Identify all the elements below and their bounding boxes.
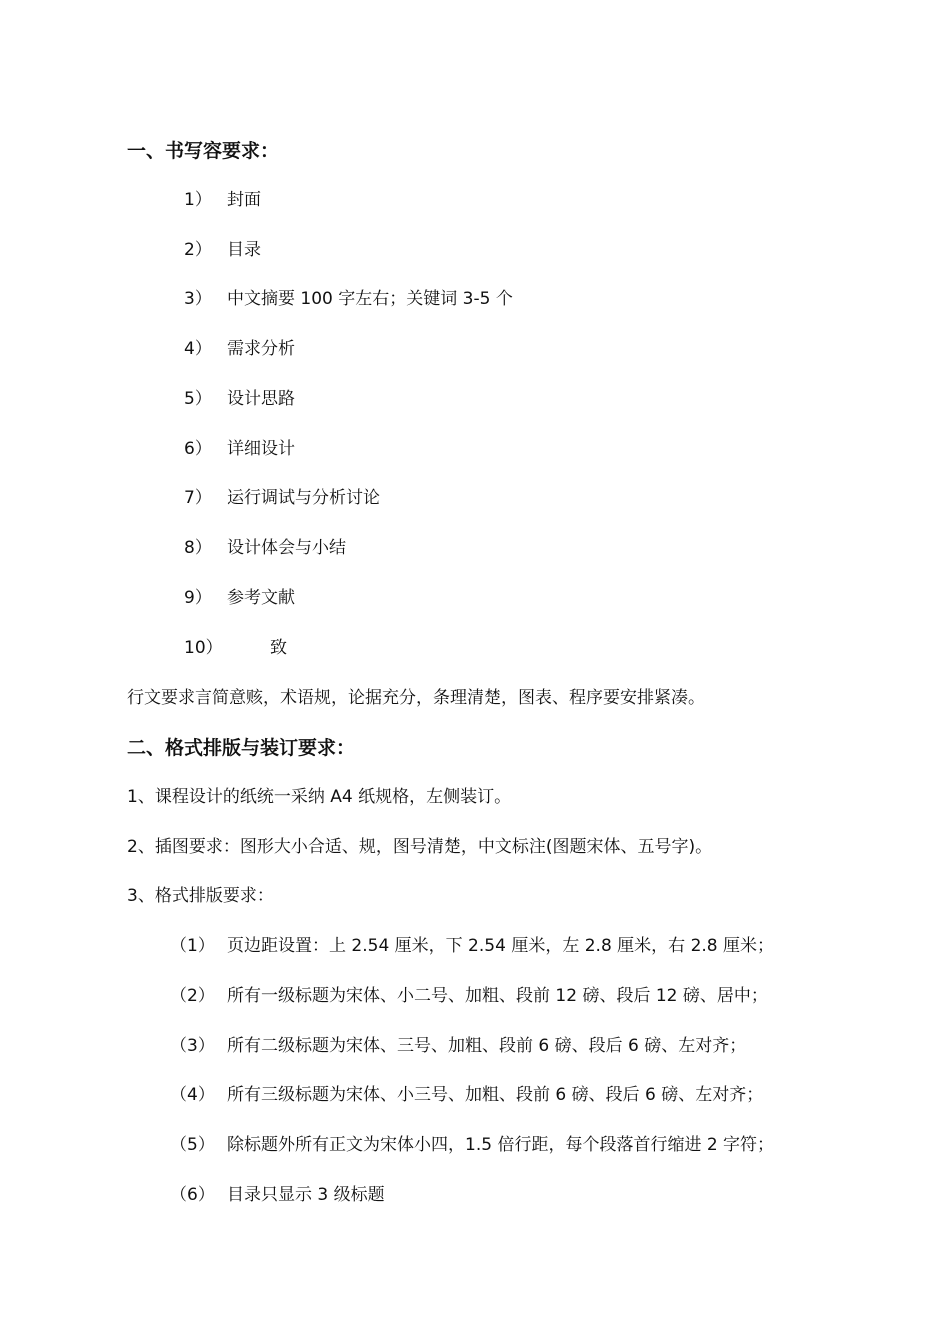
format-item-number: （5） (170, 1135, 215, 1155)
format-item-text: 页边距设置：上 2.54 厘米，下 2.54 厘米，左 2.8 厘米，右 2.8 厘米； (227, 936, 775, 956)
format-item-number: （2） (170, 986, 215, 1006)
paragraph: 2、插图要求：图形大小合适、规，图号清楚，中文标注(图题宋体、五号字)。 (127, 837, 713, 857)
format-item-text: 所有二级标题为宋体、三号、加粗、段前 6 磅、段后 6 磅、左对齐； (227, 1036, 747, 1056)
list-item-text: 致 (270, 638, 287, 658)
list-item-text: 参考文献 (227, 588, 295, 608)
list-item-number: 7） (184, 488, 212, 508)
list-item-number: 5） (184, 389, 212, 409)
writing-requirement-note: 行文要求言简意赅，术语规，论据充分，条理清楚，图表、程序要安排紧凑。 (127, 688, 705, 708)
format-item-number: （3） (170, 1036, 215, 1056)
format-item-number: （1） (170, 936, 215, 956)
list-item-text: 封面 (227, 190, 261, 210)
format-item-text: 目录只显示 3 级标题 (227, 1185, 385, 1205)
list-item-text: 目录 (227, 240, 261, 260)
list-item-text: 设计体会与小结 (227, 538, 346, 558)
list-item-text: 运行调试与分析讨论 (227, 488, 380, 508)
list-item-number: 8） (184, 538, 212, 558)
list-item-text: 设计思路 (227, 389, 295, 409)
format-item-text: 除标题外所有正文为宋体小四，1.5 倍行距，每个段落首行缩进 2 字符； (227, 1135, 775, 1155)
format-item-number: （4） (170, 1085, 215, 1105)
list-item-number: 6） (184, 439, 212, 459)
list-item-text: 需求分析 (227, 339, 295, 359)
format-item-text: 所有一级标题为宋体、小二号、加粗、段前 12 磅、段后 12 磅、居中； (227, 986, 768, 1006)
format-item-number: （6） (170, 1185, 215, 1205)
list-item-text: 详细设计 (227, 439, 295, 459)
list-item-number: 4） (184, 339, 212, 359)
list-item-number: 1） (184, 190, 212, 210)
section2-heading: 二、格式排版与装订要求： (127, 737, 356, 759)
paragraph: 1、课程设计的纸统一采纳 A4 纸规格，左侧装订。 (127, 787, 512, 807)
format-item-text: 所有三级标题为宋体、小三号、加粗、段前 6 磅、段后 6 磅、左对齐； (227, 1085, 764, 1105)
paragraph: 3、格式排版要求： (127, 886, 274, 906)
list-item-text: 中文摘要 100 字左右；关键词 3-5 个 (227, 289, 513, 309)
list-item-number: 9） (184, 588, 212, 608)
list-item-number: 2） (184, 240, 212, 260)
list-item-number: 3） (184, 289, 212, 309)
section1-heading: 一、书写容要求： (127, 140, 280, 162)
list-item-number: 10） (184, 638, 223, 658)
